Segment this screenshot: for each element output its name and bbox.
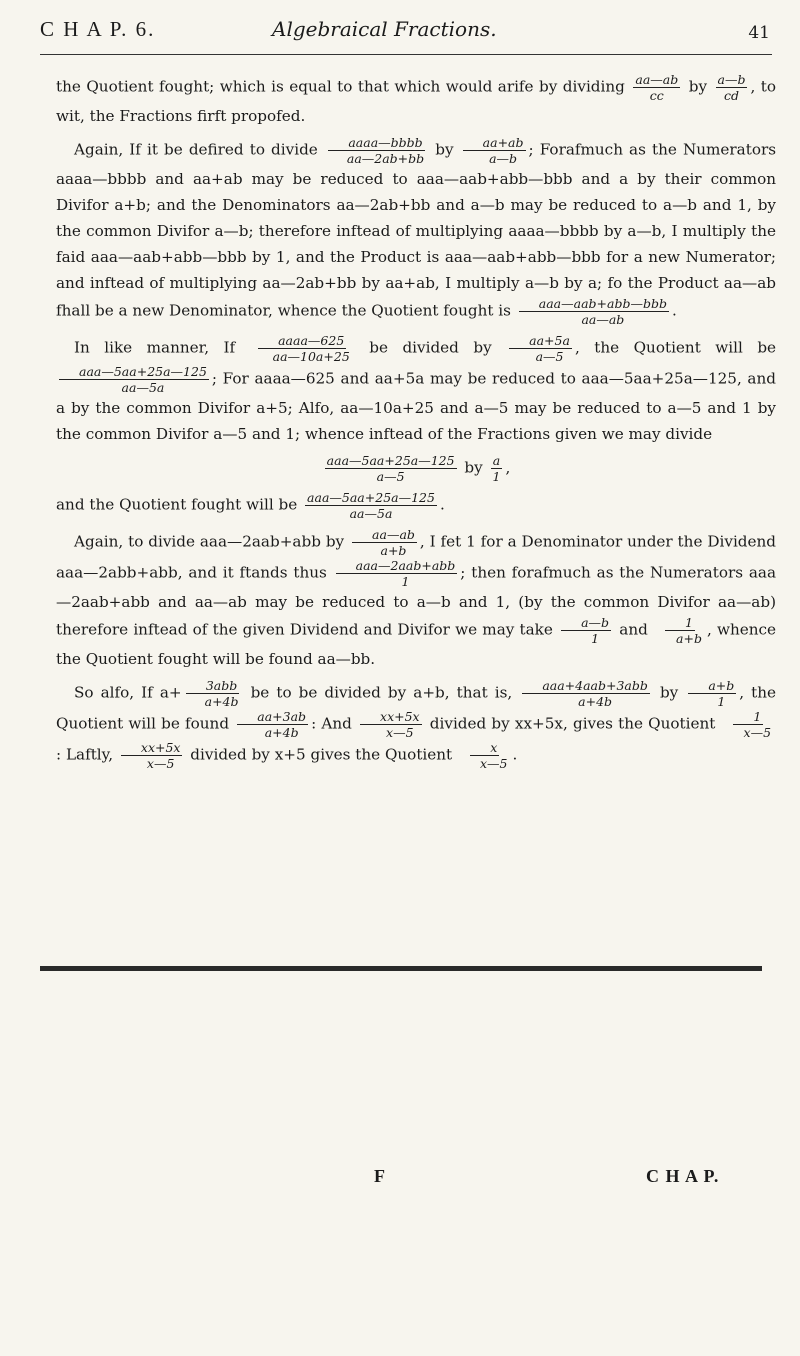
paragraph-2: Again, If it be defired to divide aaaa—bbbb aa—2ab+bb by $\frac{aa+ab}{a—b}$ ; Forafmuch as the Numerators aaaa—bbbb and aa+ab may be reduced to aaa—aab+abb—bbb and a by their common Divifor a+b; and the Denominators aa—2ab+bb and a—b may be reduced to a—b and 1, by the common Divifor a—b; therefore inftead of multiplying aaaa—bbbb by a—b, I multiply the faid aaa—aab+abb—bbb by 1, and the Product is aaa—aab+abb—bbb for a new Numerator; and inftead of multiplying aa—2ab+bb by aa+ab, I multiply a—b by a; fo the Product aa—ab fhall be a new Denominator, whence the Quotient fought is aaa—aab+abb—bbb aa—ab .	[56, 135, 777, 327]
text: by	[435, 140, 454, 159]
numerator: aa+5a	[509, 333, 572, 349]
fraction	[336, 558, 458, 589]
fraction	[561, 615, 611, 646]
header-rule	[40, 54, 772, 55]
denominator: aa—2ab+bb	[346, 151, 425, 166]
running-header	[40, 14, 770, 50]
denominator: cc	[649, 88, 664, 103]
fraction	[305, 490, 437, 521]
text: by	[688, 77, 708, 96]
numerator: 1	[733, 709, 763, 725]
numerator: aa—ab	[352, 527, 417, 543]
denominator: aa—5a	[349, 506, 393, 521]
paragraph-1	[56, 72, 776, 129]
numerator: aaa+4aab+3abb	[522, 678, 650, 694]
denominator: a—5	[376, 469, 405, 484]
text: , to wit, the Fractions firft propofed.	[56, 77, 777, 125]
denominator: x—5	[743, 725, 772, 740]
fraction	[237, 709, 308, 740]
numerator: aa—ab	[635, 72, 679, 87]
text: be to be divided by a+b, that is,	[250, 683, 513, 702]
fraction	[522, 678, 650, 709]
chapter-label: C H A P. 6.	[40, 17, 156, 41]
fraction	[463, 135, 526, 166]
text: and the Quotient fought will be	[56, 495, 298, 514]
numerator: a—b	[561, 615, 611, 631]
page-footer	[0, 1166, 800, 1196]
denominator: a—b	[489, 151, 518, 166]
numerator: x	[470, 740, 499, 756]
numerator: 1	[665, 615, 695, 631]
numerator: a—b	[717, 72, 746, 87]
denominator: 1	[401, 574, 410, 589]
running-title: Algebraical Fractions.	[272, 17, 497, 41]
text: and	[619, 620, 648, 639]
text: ; For aaaa—625 and aa+5a may be reduced to aaa—5aa+25a—125, and a by the common Divifor a+5; Alfo, aa—10a+25 and a—5 may be reduced to a—5 and 1 by the common Divifor a—5 and 1; whence inftead of the Fractions given we may divide	[56, 369, 776, 443]
text: the Quotient fought; which is equal to that which would arife by dividing	[56, 77, 625, 96]
numerator: a+b	[688, 678, 736, 694]
text: So alfo, If a+	[74, 683, 182, 702]
text: , whence the Quotient fought will be found aa—bb.	[56, 620, 777, 668]
numerator: aaa—aab+abb—bbb	[519, 296, 669, 312]
paragraph-3	[56, 333, 776, 447]
page-number: 41	[748, 23, 770, 43]
denominator: cd	[723, 88, 739, 103]
denominator: x—5	[386, 725, 414, 740]
denominator: x—5	[146, 756, 175, 771]
numerator: a	[492, 453, 501, 468]
fraction	[716, 72, 748, 103]
numerator: aaaa—bbbb	[328, 135, 424, 151]
text: Again, to divide aaa—2aab+abb by	[74, 532, 345, 551]
denominator: a—5	[535, 349, 564, 364]
numerator: aaa—5aa+25a—125	[59, 364, 209, 380]
numerator: aaa—2aab+abb	[336, 558, 458, 574]
denominator: aa—5a	[121, 380, 165, 395]
text: .	[512, 745, 518, 764]
fraction	[633, 72, 680, 103]
fraction	[491, 453, 503, 484]
denominator: x—5	[480, 756, 508, 771]
fraction	[327, 135, 426, 166]
text: divided by x+5 gives the Quotient	[190, 745, 453, 764]
text: Again, If it be defired to divide	[74, 140, 318, 159]
denominator: a+b	[380, 543, 407, 558]
fraction	[352, 527, 417, 558]
numerator: aaaa—625	[258, 333, 346, 349]
text: , the Quotient will be found	[56, 683, 777, 733]
fraction	[325, 453, 457, 484]
numerator: xx+5x	[121, 740, 183, 756]
fraction	[360, 709, 422, 740]
paragraph-3-end: and the Quotient fought will be aaa—5aa+25a—125 aa—5a .	[56, 490, 445, 521]
text: , I fet 1 for a Denominator under the Dividend aaa—2abb+abb, and it ftands thus	[56, 532, 777, 582]
denominator: aa—10a+25	[272, 349, 350, 364]
text: ; Forafmuch as the Numerators aaaa—bbbb and aa+ab may be reduced to aaa—aab+abb—bbb and a by their common Divifor a+b; and the Denominators aa—2ab+bb and a—b may be reduced to a—b and 1, by the common Divifor a—b; therefore inftead of multiplying aaaa—bbbb by a—b, I multiply the faid aaa—aab+abb—bbb by 1, and the Product is aaa—aab+abb—bbb for a new Numerator; and inftead of multiplying aa—2ab+bb by aa+ab, I multiply a—b by a; fo the Product aa—ab fhall be a new Denominator, whence the Quotient fought is	[56, 140, 777, 320]
display-equation: aaa—5aa+25a—125 a—5 by $\frac{a}{1}$ ,	[326, 453, 511, 484]
numerator: xx+5x	[360, 709, 422, 725]
fraction	[509, 333, 572, 364]
numerator: aaa—5aa+25a—125	[326, 453, 455, 468]
text: : And	[311, 714, 352, 733]
ornamental-bar	[40, 966, 762, 971]
fraction	[724, 709, 774, 740]
page-body	[56, 72, 776, 777]
numerator: aaa—5aa+25a—125	[307, 490, 435, 505]
text: , the Quotient will be	[574, 338, 777, 357]
fraction	[59, 364, 209, 395]
denominator: 1	[492, 469, 501, 484]
denominator: aa—ab	[581, 312, 625, 327]
fraction	[253, 333, 352, 364]
numerator: 3abb	[186, 678, 239, 694]
text: by	[659, 683, 679, 702]
denominator: 1	[717, 694, 726, 709]
fraction	[519, 296, 669, 327]
text: ; then forafmuch as the Numerators aaa—2aab+abb and aa—ab may be reduced to a—b and 1, (by the common Divifor aa—ab) therefore inftead of the given Dividend and Divifor we may take	[56, 563, 777, 639]
denominator: 1	[591, 631, 600, 646]
fraction	[121, 740, 183, 771]
catchword: C H A P.	[646, 1166, 720, 1186]
fraction	[656, 615, 704, 646]
paragraph-4	[56, 527, 776, 672]
text: by	[464, 458, 483, 477]
denominator: a+4b	[264, 725, 299, 740]
paragraph-5	[56, 678, 776, 771]
numerator: aa+ab	[463, 135, 526, 151]
text: divided by xx+5x, gives the Quotient	[429, 714, 716, 733]
signature-mark: F	[374, 1166, 385, 1186]
text: be divided by	[369, 338, 492, 357]
numerator: aa+3ab	[237, 709, 308, 725]
denominator: a+b	[676, 631, 702, 646]
denominator: a+4b	[204, 694, 239, 709]
denominator: a+4b	[578, 694, 613, 709]
fraction	[688, 678, 736, 709]
fraction	[185, 678, 241, 709]
text: : Laftly,	[56, 745, 114, 764]
text: In like manner, If	[74, 338, 236, 357]
fraction	[460, 740, 510, 771]
